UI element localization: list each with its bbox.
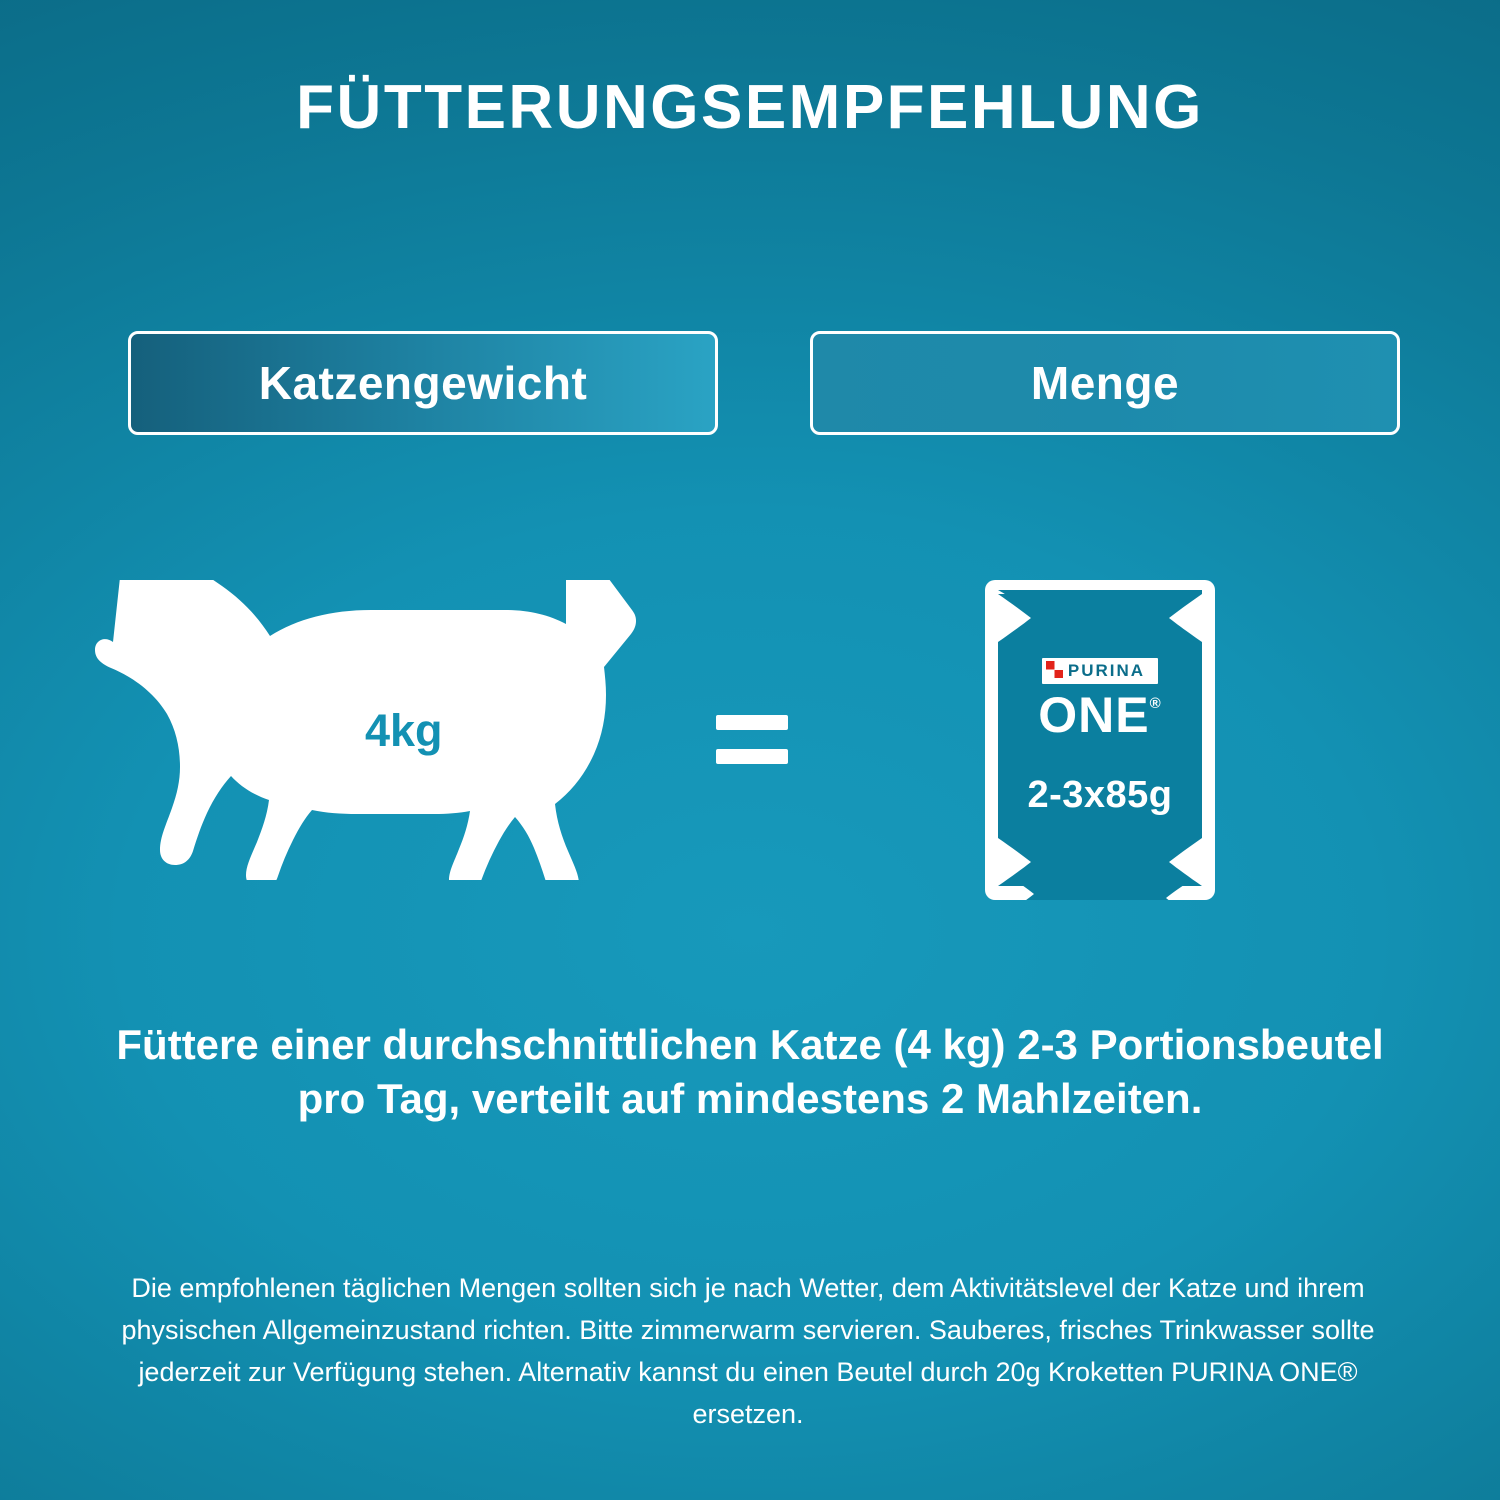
pouch-icon bbox=[985, 580, 1215, 900]
one-wordmark-label: ONE bbox=[1038, 687, 1150, 743]
cat-silhouette-icon bbox=[95, 580, 695, 880]
equals-icon bbox=[716, 715, 788, 771]
header-amount bbox=[810, 331, 1400, 435]
page-title: FÜTTERUNGSEMPFEHLUNG bbox=[296, 73, 1204, 142]
footnote-text: Die empfohlenen täglichen Mengen sollten sich je nach Wetter, dem Aktivitätslevel der Katze und ihrem physischen Allgemeinzustand richten. Bitte zimmerwarm servieren. Sauberes, frisches Trinkwasser sollte jederzeit zur Verfügung stehen. Alternativ kannst du einen Beutel durch 20g Kroketten PURINA ONE® ersetzen. bbox=[121, 1273, 1375, 1429]
header-cat-weight bbox=[128, 331, 718, 435]
header-amount-label: Menge bbox=[1030, 357, 1180, 409]
header-cat-weight-label: Katzengewicht bbox=[258, 357, 588, 409]
cat-weight-value: 4kg bbox=[365, 705, 443, 756]
purina-wordmark-label: PURINA bbox=[1067, 661, 1146, 680]
feeding-instruction-text: Füttere einer durchschnittlichen Katze (4 kg) 2-3 Portionsbeutel pro Tag, verteilt auf mindestens 2 Mahlzeiten. bbox=[116, 1021, 1384, 1122]
column-headers bbox=[128, 331, 1400, 435]
pouch-amount-value: 2-3x85g bbox=[1027, 774, 1173, 816]
registered-mark: ® bbox=[1149, 695, 1162, 712]
illustration-row bbox=[0, 560, 1500, 930]
